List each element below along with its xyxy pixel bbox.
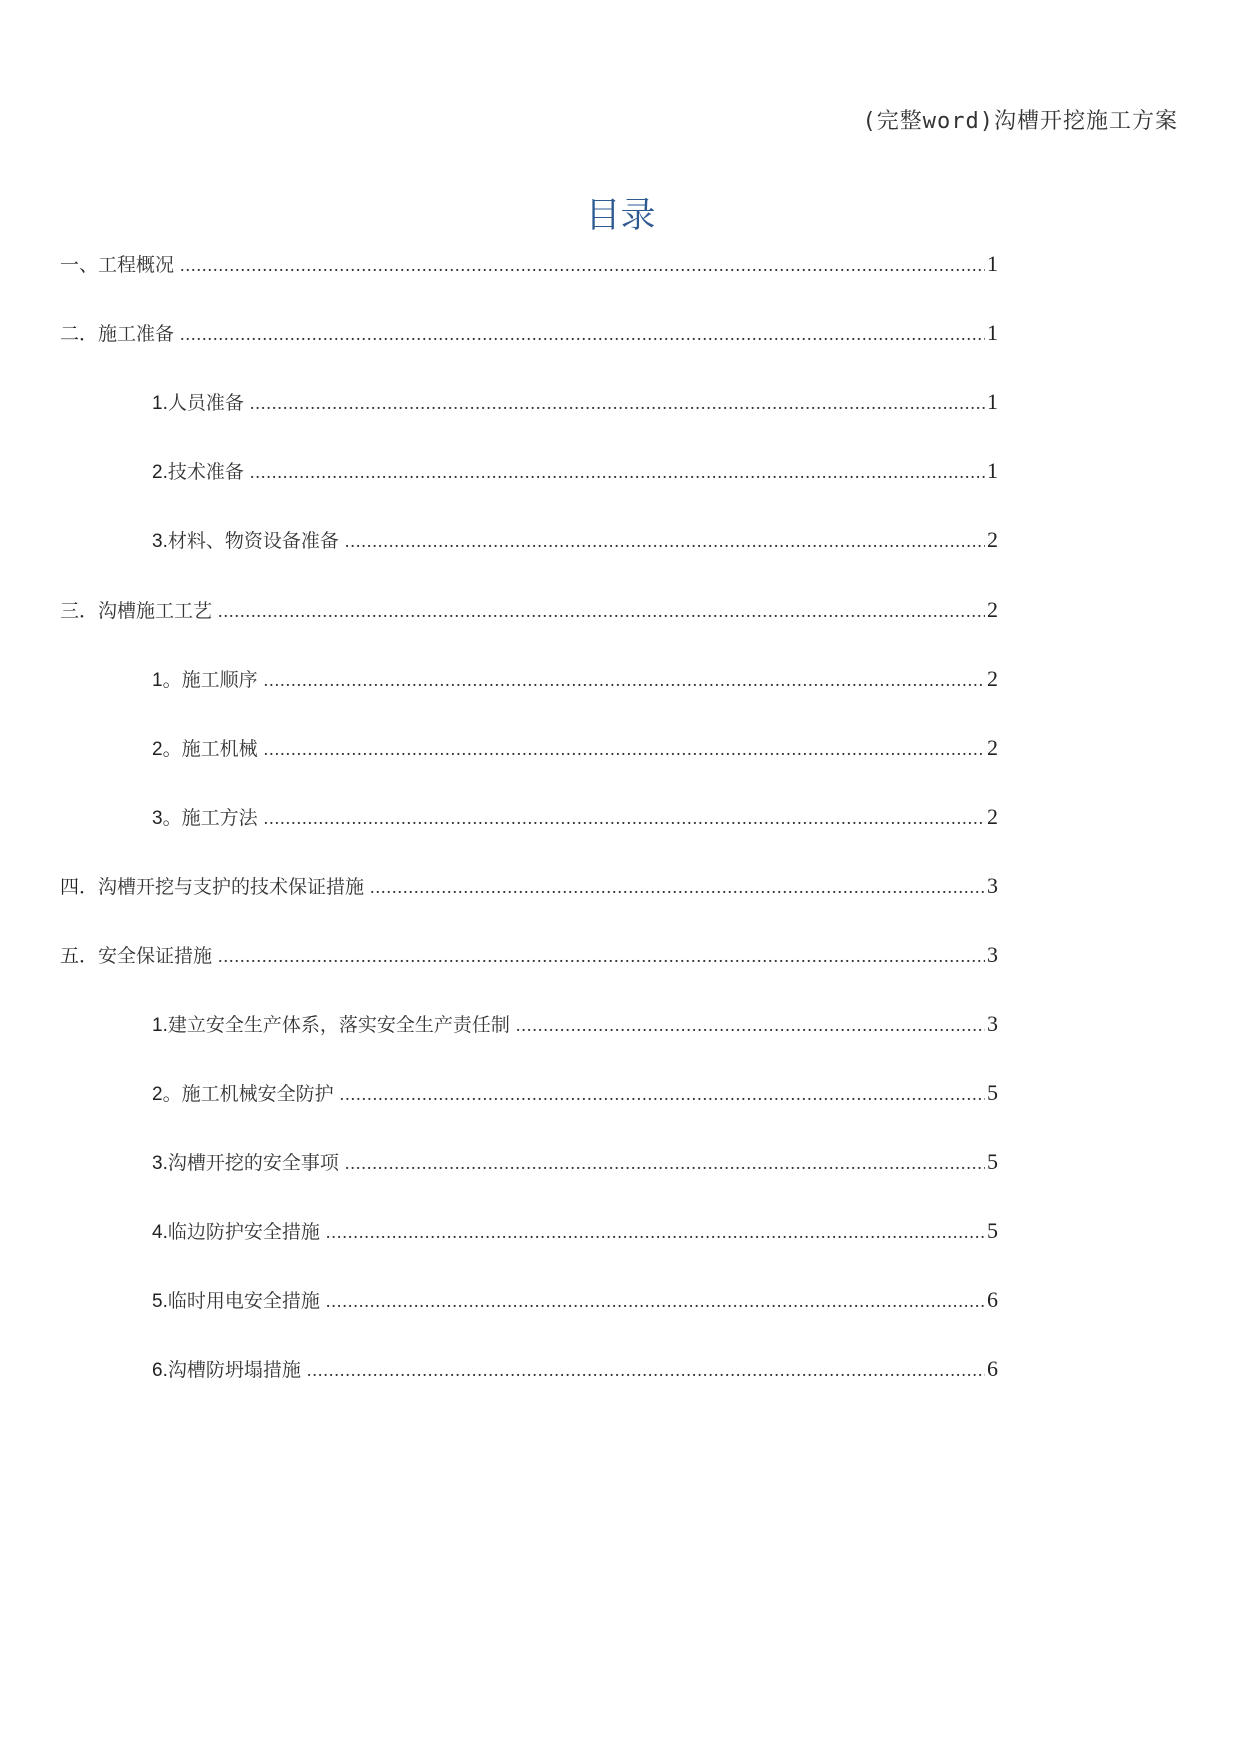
- dot-leader: [180, 250, 985, 280]
- toc-entry-label: 施工准备: [98, 323, 175, 345]
- toc-entry-page: 2: [987, 597, 998, 622]
- toc-entry-label: 人员准备: [167, 392, 244, 414]
- dot-leader: [326, 1217, 985, 1247]
- toc-entry-page: 3: [987, 873, 998, 898]
- toc-entry-label: 技术准备: [167, 461, 244, 483]
- toc-entry-safety-system[interactable]: [152, 1009, 998, 1039]
- toc-entry-number: 五．: [60, 946, 99, 967]
- dot-leader: [264, 665, 985, 695]
- toc-entry-label: 工程概况: [98, 254, 175, 276]
- toc-entry-personnel-preparation[interactable]: [152, 387, 998, 417]
- toc-entry-temporary-electricity[interactable]: [152, 1285, 998, 1315]
- toc-entry-page: 6: [987, 1287, 998, 1312]
- toc-entry-label: 安全保证措施: [98, 945, 213, 967]
- toc-entry-page: 6: [987, 1356, 998, 1381]
- dot-leader: [250, 388, 985, 418]
- dot-leader: [218, 941, 985, 971]
- toc-entry-number: 2.: [152, 462, 168, 483]
- dot-leader: [516, 1010, 985, 1040]
- toc-entry-page: 2: [987, 527, 998, 552]
- toc-entry-collapse-prevention[interactable]: [152, 1354, 998, 1384]
- toc-entry-label: 临边防护安全措施: [167, 1221, 320, 1243]
- toc-entry-number: 二．: [60, 324, 99, 345]
- toc-entry-label: 沟槽施工工艺: [98, 600, 213, 622]
- toc-entry-page: 5: [987, 1149, 998, 1174]
- toc-entry-label: 沟槽开挖的安全事项: [167, 1152, 339, 1174]
- toc-entry-number: 3。: [152, 808, 182, 829]
- toc-entry-number: 三．: [60, 601, 99, 622]
- toc-entry-construction-sequence[interactable]: [152, 664, 998, 694]
- toc-entry-page: 5: [987, 1080, 998, 1105]
- toc-entry-label: 临时用电安全措施: [167, 1290, 320, 1312]
- toc-entry-page: 1: [987, 458, 998, 483]
- toc-entry-page: 1: [987, 251, 998, 276]
- toc-entry-materials-equipment[interactable]: [152, 525, 998, 555]
- dot-leader: [370, 872, 985, 902]
- toc-entry-label: 建立安全生产体系，落实安全生产责任制: [167, 1014, 510, 1036]
- toc-entry-technical-measures[interactable]: [60, 871, 998, 901]
- toc-entry-construction-preparation[interactable]: [60, 318, 998, 348]
- toc-entry-number: 2。: [152, 739, 182, 760]
- dot-leader: [307, 1355, 985, 1385]
- toc-entry-number: 1。: [152, 670, 182, 691]
- dot-leader: [345, 1148, 985, 1178]
- toc-entry-number: 一、: [60, 255, 99, 276]
- toc-entry-construction-method[interactable]: [152, 802, 998, 832]
- toc-entry-label: 沟槽防坍塌措施: [167, 1359, 301, 1381]
- toc-entry-page: 1: [987, 320, 998, 345]
- toc-entry-number: 四．: [60, 877, 99, 898]
- toc-entry-number: 2。: [152, 1084, 182, 1105]
- toc-entry-number: 6.: [152, 1360, 168, 1381]
- toc-entry-label: 沟槽开挖与支护的技术保证措施: [98, 876, 365, 898]
- toc-entry-number: 1.: [152, 1015, 168, 1036]
- toc-entry-number: 4.: [152, 1222, 168, 1243]
- page-header: (完整word)沟槽开挖施工方案: [862, 109, 1178, 134]
- toc-entry-project-overview[interactable]: [60, 249, 998, 279]
- toc-entry-number: 3.: [152, 1153, 168, 1174]
- toc-entry-page: 1: [987, 389, 998, 414]
- toc-entry-edge-protection[interactable]: [152, 1216, 998, 1246]
- dot-leader: [345, 526, 985, 556]
- toc-entry-page: 3: [987, 1011, 998, 1036]
- toc-entry-label: 施工顺序: [181, 669, 258, 691]
- toc-entry-page: 2: [987, 666, 998, 691]
- toc-entry-number: 1.: [152, 393, 168, 414]
- toc-entry-safety-measures[interactable]: [60, 940, 998, 970]
- toc-entry-trench-process[interactable]: [60, 595, 998, 625]
- toc-entry-number: 5.: [152, 1291, 168, 1312]
- toc-entry-page: 2: [987, 804, 998, 829]
- toc-entry-number: 3.: [152, 531, 168, 552]
- toc-entry-page: 2: [987, 735, 998, 760]
- toc-entry-technical-preparation[interactable]: [152, 456, 998, 486]
- toc-entry-label: 材料、物资设备准备: [167, 530, 339, 552]
- toc-entry-label: 施工机械安全防护: [181, 1083, 334, 1105]
- toc-entry-page: 5: [987, 1218, 998, 1243]
- dot-leader: [326, 1286, 985, 1316]
- toc-entry-machinery-safety[interactable]: [152, 1078, 998, 1108]
- toc-entry-excavation-safety[interactable]: [152, 1147, 998, 1177]
- dot-leader: [218, 596, 985, 626]
- toc-entry-page: 3: [987, 942, 998, 967]
- toc-entry-construction-machinery[interactable]: [152, 733, 998, 763]
- toc-entry-label: 施工方法: [181, 807, 258, 829]
- dot-leader: [264, 734, 985, 764]
- dot-leader: [250, 457, 985, 487]
- dot-leader: [340, 1079, 985, 1109]
- dot-leader: [180, 319, 985, 349]
- toc-entry-label: 施工机械: [181, 738, 258, 760]
- toc-title: 目录: [585, 196, 656, 236]
- dot-leader: [264, 803, 985, 833]
